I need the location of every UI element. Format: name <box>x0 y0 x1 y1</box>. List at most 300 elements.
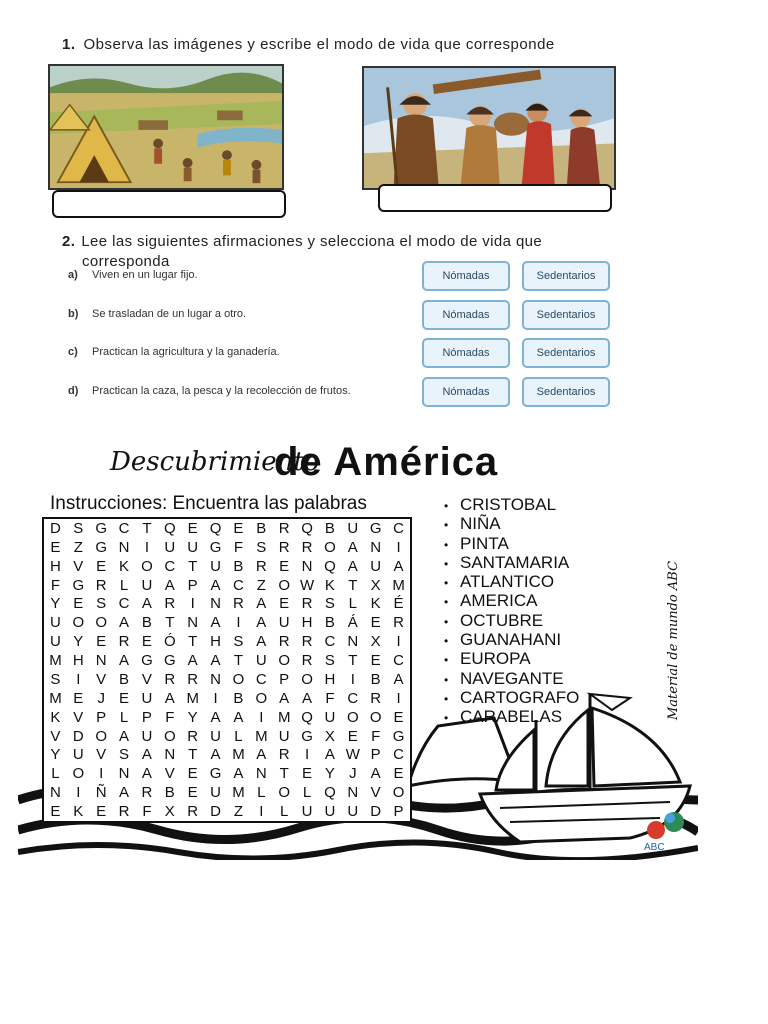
word-list-item: • CRISTOBAL <box>444 495 579 514</box>
grid-letter[interactable]: R <box>118 803 130 821</box>
grid-letter[interactable]: O <box>301 670 313 688</box>
grid-letter[interactable]: A <box>210 708 221 726</box>
grid-letter[interactable]: E <box>187 519 198 537</box>
grid-letter[interactable]: M <box>232 784 245 802</box>
grid-letter[interactable]: V <box>50 727 61 745</box>
grid-letter[interactable]: O <box>392 784 405 802</box>
grid-letter[interactable]: Z <box>73 538 83 556</box>
grid-letter[interactable]: B <box>256 519 267 537</box>
grid-letter[interactable]: F <box>233 538 244 556</box>
option-sedentarios-d[interactable]: Sedentarios <box>522 377 610 407</box>
grid-letter[interactable]: U <box>210 557 221 575</box>
grid-letter[interactable]: U <box>187 538 199 556</box>
grid-letter[interactable]: E <box>393 765 404 783</box>
grid-letter[interactable]: U <box>370 557 382 575</box>
grid-letter[interactable]: R <box>301 538 313 556</box>
grid-letter[interactable]: A <box>210 614 221 632</box>
grid-letter[interactable]: R <box>301 652 313 670</box>
grid-letter[interactable]: D <box>210 803 221 821</box>
grid-letter[interactable]: D <box>50 519 61 537</box>
grid-letter[interactable]: I <box>213 689 218 707</box>
grid-letter[interactable]: B <box>324 519 335 537</box>
grid-letter[interactable]: L <box>348 595 357 613</box>
word-list-item: • CARTOGRAFO <box>444 688 579 707</box>
grid-letter[interactable]: S <box>324 652 335 670</box>
grid-letter[interactable]: Y <box>50 595 61 613</box>
grid-letter[interactable]: N <box>255 765 267 783</box>
grid-letter[interactable]: R <box>278 633 290 651</box>
word-list-item: • EUROPA <box>444 649 579 668</box>
grid-letter[interactable]: N <box>210 670 221 688</box>
grid-letter[interactable]: E <box>347 727 358 745</box>
grid-letter[interactable]: A <box>393 670 404 688</box>
grid-letter[interactable]: O <box>232 670 245 688</box>
grid-letter[interactable]: A <box>210 652 221 670</box>
grid-letter[interactable]: T <box>188 633 198 651</box>
statement-text: Practican la agricultura y la ganadería. <box>92 346 280 358</box>
question-1-title <box>62 36 555 53</box>
grid-letter[interactable]: X <box>324 727 335 745</box>
grid-letter[interactable]: O <box>278 784 291 802</box>
grid-letter[interactable]: R <box>255 557 267 575</box>
grid-letter[interactable]: R <box>187 727 199 745</box>
question-2-number: 2. <box>62 233 76 250</box>
grid-letter[interactable]: M <box>186 689 199 707</box>
grid-letter[interactable]: A <box>347 557 358 575</box>
word-list-item: • AMERICA <box>444 591 579 610</box>
grid-letter[interactable]: Q <box>301 519 313 537</box>
grid-letter[interactable]: G <box>163 652 176 670</box>
grid-letter[interactable]: Y <box>73 633 84 651</box>
grid-letter[interactable]: A <box>141 765 152 783</box>
grid-letter[interactable]: C <box>118 595 130 613</box>
grid-letter[interactable]: E <box>50 538 61 556</box>
grid-letter[interactable]: F <box>371 727 381 745</box>
grid-letter[interactable]: C <box>393 746 404 764</box>
grid-letter[interactable]: P <box>96 708 107 726</box>
grid-letter[interactable]: B <box>119 670 130 688</box>
grid-letter[interactable]: A <box>141 746 152 764</box>
grid-letter[interactable]: V <box>73 708 84 726</box>
grid-letter[interactable]: B <box>164 784 175 802</box>
grid-letter[interactable]: E <box>187 784 198 802</box>
grid-letter[interactable]: L <box>234 727 243 745</box>
grid-letter[interactable]: O <box>163 727 176 745</box>
word-list-item: • PINTA <box>444 534 579 553</box>
grid-letter[interactable]: I <box>396 538 401 556</box>
grid-letter[interactable]: W <box>345 746 360 764</box>
grid-letter[interactable]: M <box>49 652 62 670</box>
grid-letter[interactable]: U <box>50 633 61 651</box>
grid-letter[interactable]: E <box>370 614 381 632</box>
grid-letter[interactable]: I <box>259 708 264 726</box>
grid-letter[interactable]: R <box>118 633 130 651</box>
grid-letter[interactable]: H <box>50 557 61 575</box>
grid-letter[interactable]: B <box>233 557 244 575</box>
grid-letter[interactable]: Y <box>324 765 335 783</box>
grid-letter[interactable]: Q <box>209 519 222 537</box>
grid-letter[interactable]: O <box>346 708 359 726</box>
grid-letter[interactable]: B <box>324 614 335 632</box>
grid-letter[interactable]: R <box>187 670 199 688</box>
grid-letter[interactable]: A <box>256 746 267 764</box>
grid-letter[interactable]: G <box>209 765 222 783</box>
grid-letter[interactable]: I <box>259 803 264 821</box>
grid-letter[interactable]: K <box>73 803 84 821</box>
option-nomadas-c[interactable]: Nómadas <box>422 338 510 368</box>
grid-letter[interactable]: S <box>96 595 107 613</box>
statement-b <box>68 308 408 320</box>
grid-letter[interactable]: E <box>279 595 290 613</box>
option-sedentarios-c[interactable]: Sedentarios <box>522 338 610 368</box>
statement-letter: b) <box>68 308 79 320</box>
grid-letter[interactable]: I <box>76 670 81 688</box>
grid-letter[interactable]: E <box>279 557 290 575</box>
grid-letter[interactable]: N <box>347 633 359 651</box>
statement-letter: d) <box>68 385 79 397</box>
wordsearch-title-script: Descubrimiento <box>110 447 320 477</box>
grid-letter[interactable]: U <box>141 689 153 707</box>
grid-letter[interactable]: E <box>187 765 198 783</box>
grid-letter[interactable]: U <box>278 614 290 632</box>
grid-letter[interactable]: T <box>233 652 244 670</box>
grid-letter[interactable]: B <box>233 689 244 707</box>
grid-letter[interactable]: I <box>190 595 195 613</box>
grid-letter[interactable]: I <box>396 633 401 651</box>
grid-letter[interactable]: A <box>302 689 313 707</box>
statement-text: Practican la caza, la pesca y la recolección de frutos. <box>92 385 351 397</box>
grid-letter[interactable]: D <box>72 727 84 745</box>
grid-letter[interactable]: I <box>350 670 355 688</box>
answer-box-1[interactable] <box>52 190 286 218</box>
statement-text: Se trasladan de un lugar a otro. <box>92 308 247 320</box>
grid-letter[interactable]: E <box>370 652 381 670</box>
grid-letter[interactable]: R <box>95 576 107 594</box>
grid-letter[interactable]: F <box>325 689 335 707</box>
grid-letter[interactable]: X <box>164 803 175 821</box>
grid-letter[interactable]: S <box>73 519 84 537</box>
grid-letter[interactable]: N <box>50 784 61 802</box>
grid-letter[interactable]: G <box>141 652 153 670</box>
grid-letter[interactable]: Ó <box>163 633 176 651</box>
grid-letter[interactable]: O <box>72 614 85 632</box>
grid-letter[interactable]: A <box>279 689 290 707</box>
grid-letter[interactable]: V <box>370 784 381 802</box>
question-2-text-line1: Lee las siguientes afirmaciones y selecciona el modo de vida que <box>81 233 543 250</box>
wordsearch-title-bold: de América <box>274 440 499 484</box>
grid-letter[interactable]: E <box>233 519 244 537</box>
grid-letter[interactable]: F <box>165 708 175 726</box>
grid-letter[interactable]: O <box>72 765 85 783</box>
grid-letter[interactable]: N <box>118 538 130 556</box>
grid-letter[interactable]: B <box>370 670 381 688</box>
grid-letter[interactable]: I <box>144 538 150 556</box>
grid-letter[interactable]: R <box>278 746 290 764</box>
grid-letter[interactable]: A <box>233 765 244 783</box>
grid-letter[interactable]: É <box>393 595 404 613</box>
grid-letter[interactable]: A <box>119 727 130 745</box>
grid-letter[interactable]: T <box>348 652 358 670</box>
grid-letter[interactable]: F <box>142 803 152 821</box>
grid-letter[interactable]: U <box>324 803 336 821</box>
grid-letter[interactable]: H <box>324 670 336 688</box>
grid-letter[interactable]: A <box>256 595 267 613</box>
grid-letter[interactable]: N <box>118 765 130 783</box>
grid-letter[interactable]: G <box>369 519 382 537</box>
grid-letter[interactable]: T <box>348 576 358 594</box>
grid-letter[interactable]: A <box>164 689 175 707</box>
grid-letter[interactable]: L <box>257 784 266 802</box>
grid-letter[interactable]: N <box>95 652 107 670</box>
grid-letter[interactable]: U <box>347 519 359 537</box>
grid-letter[interactable]: K <box>324 576 335 594</box>
grid-letter[interactable]: U <box>141 576 153 594</box>
grid-letter[interactable]: U <box>255 652 267 670</box>
grid-letter[interactable]: G <box>392 727 405 745</box>
grid-letter[interactable]: I <box>99 765 104 783</box>
grid-letter[interactable]: A <box>119 784 130 802</box>
grid-letter[interactable]: L <box>302 784 312 802</box>
grid-letter[interactable]: E <box>393 708 404 726</box>
grid-letter[interactable]: C <box>164 557 176 575</box>
sedentary-village-illustration <box>48 64 284 190</box>
grid-letter[interactable]: N <box>210 595 221 613</box>
word-list-item: • CARABELAS <box>444 707 579 726</box>
grid-letter[interactable]: C <box>324 633 336 651</box>
grid-letter[interactable]: T <box>165 614 175 632</box>
option-sedentarios-b[interactable]: Sedentarios <box>522 300 610 330</box>
grid-letter[interactable]: Q <box>163 519 176 537</box>
grid-letter[interactable]: A <box>141 595 152 613</box>
grid-letter[interactable]: K <box>50 708 61 726</box>
grid-letter[interactable]: E <box>141 633 152 651</box>
grid-letter[interactable]: O <box>95 727 108 745</box>
grid-letter[interactable]: L <box>51 765 60 783</box>
grid-letter[interactable]: E <box>50 803 61 821</box>
grid-letter[interactable]: V <box>73 557 84 575</box>
grid-letter[interactable]: C <box>233 576 244 594</box>
grid-letter[interactable]: O <box>95 614 108 632</box>
grid-letter[interactable]: A <box>164 576 175 594</box>
grid-letter[interactable]: S <box>233 633 244 651</box>
grid-letter[interactable]: O <box>278 652 291 670</box>
grid-letter[interactable]: A <box>324 746 335 764</box>
grid-letter[interactable]: E <box>73 689 84 707</box>
abc-logo-text: ABC <box>644 842 665 853</box>
grid-letter[interactable]: O <box>141 557 153 575</box>
grid-letter[interactable]: Y <box>187 708 198 726</box>
grid-letter[interactable]: E <box>96 803 107 821</box>
grid-letter[interactable]: R <box>233 595 244 613</box>
nomad-group-illustration <box>362 66 616 190</box>
grid-letter[interactable]: U <box>141 727 153 745</box>
grid-letter[interactable]: R <box>141 784 153 802</box>
statement-letter: c) <box>68 346 78 358</box>
grid-letter[interactable]: E <box>96 557 107 575</box>
grid-letter[interactable]: M <box>255 727 268 745</box>
grid-letter[interactable]: P <box>187 576 198 594</box>
grid-letter[interactable]: R <box>278 519 290 537</box>
grid-letter[interactable]: M <box>49 689 62 707</box>
grid-letter[interactable]: L <box>119 708 129 726</box>
grid-letter[interactable]: V <box>164 765 175 783</box>
grid-letter[interactable]: J <box>349 765 357 783</box>
grid-letter[interactable]: I <box>76 784 81 802</box>
grid-letter[interactable]: G <box>72 576 85 594</box>
grid-letter[interactable]: U <box>50 614 61 632</box>
grid-letter[interactable]: A <box>119 614 130 632</box>
word-list-item: • GUANAHANI <box>444 630 579 649</box>
grid-letter[interactable]: C <box>393 519 404 537</box>
grid-letter[interactable]: H <box>72 652 84 670</box>
grid-letter[interactable]: U <box>301 803 313 821</box>
grid-letter[interactable]: L <box>280 803 289 821</box>
grid-letter[interactable]: S <box>119 746 130 764</box>
grid-letter[interactable]: E <box>119 689 130 707</box>
grid-letter[interactable]: A <box>256 633 267 651</box>
grid-letter[interactable]: A <box>210 576 221 594</box>
grid-letter[interactable]: R <box>164 595 176 613</box>
grid-letter[interactable]: R <box>164 670 176 688</box>
grid-letter[interactable]: B <box>141 614 152 632</box>
grid-letter[interactable]: K <box>119 557 130 575</box>
grid-letter[interactable]: F <box>50 576 61 594</box>
grid-letter[interactable]: G <box>301 727 313 745</box>
word-list-item: • OCTUBRE <box>444 611 579 630</box>
grid-letter[interactable]: P <box>141 708 152 726</box>
grid-letter[interactable]: G <box>95 519 108 537</box>
grid-letter[interactable]: U <box>72 746 84 764</box>
grid-letter[interactable]: U <box>347 803 359 821</box>
grid-letter[interactable]: N <box>301 557 313 575</box>
grid-letter[interactable]: N <box>187 614 199 632</box>
word-list-item: • ATLANTICO <box>444 572 579 591</box>
grid-letter[interactable]: V <box>96 746 107 764</box>
grid-letter[interactable]: R <box>393 614 404 632</box>
grid-letter[interactable]: T <box>188 557 198 575</box>
option-sedentarios-a[interactable]: Sedentarios <box>522 261 610 291</box>
grid-letter[interactable]: E <box>96 633 107 651</box>
grid-letter[interactable]: T <box>142 519 152 537</box>
grid-letter[interactable]: I <box>236 614 241 632</box>
grid-letter[interactable]: G <box>95 538 108 556</box>
grid-letter[interactable]: G <box>209 538 222 556</box>
grid-letter[interactable]: P <box>370 746 381 764</box>
grid-letter[interactable]: W <box>299 576 315 594</box>
grid-letter[interactable]: N <box>347 784 359 802</box>
grid-letter[interactable]: L <box>119 576 129 594</box>
grid-letter[interactable]: S <box>50 670 61 688</box>
grid-letter[interactable]: O <box>255 689 268 707</box>
grid-letter[interactable]: P <box>279 670 290 688</box>
grid-letter[interactable]: Ñ <box>95 784 107 802</box>
grid-letter[interactable]: M <box>232 746 245 764</box>
grid-letter[interactable]: O <box>278 576 291 594</box>
statement-a <box>68 269 408 281</box>
grid-letter[interactable]: Q <box>301 708 313 726</box>
grid-letter[interactable]: T <box>279 765 289 783</box>
grid-letter[interactable]: O <box>369 708 382 726</box>
grid-letter[interactable]: A <box>393 557 404 575</box>
grid-letter[interactable]: N <box>370 538 382 556</box>
grid-letter[interactable]: C <box>255 670 267 688</box>
grid-letter[interactable]: A <box>256 614 267 632</box>
grid-letter[interactable]: Y <box>50 746 61 764</box>
grid-letter[interactable]: A <box>347 538 358 556</box>
grid-letter[interactable]: Á <box>347 614 358 632</box>
grid-letter[interactable]: O <box>324 538 336 556</box>
grid-letter[interactable]: U <box>324 708 336 726</box>
grid-letter[interactable]: C <box>118 519 130 537</box>
grid-letter[interactable]: V <box>96 670 107 688</box>
grid-letter[interactable]: R <box>301 633 313 651</box>
grid-letter[interactable]: M <box>277 708 291 726</box>
statement-text: Viven en un lugar fijo. <box>92 269 198 281</box>
grid-letter[interactable]: U <box>210 784 221 802</box>
grid-letter[interactable]: S <box>324 595 335 613</box>
wordsearch-grid <box>42 517 412 823</box>
grid-letter[interactable]: R <box>278 538 290 556</box>
statement-c <box>68 346 408 358</box>
grid-letter[interactable]: A <box>370 765 381 783</box>
grid-letter[interactable]: R <box>187 803 199 821</box>
grid-letter[interactable]: M <box>392 576 405 594</box>
grid-letter[interactable]: U <box>164 538 176 556</box>
grid-letter[interactable]: X <box>370 576 381 594</box>
grid-letter[interactable]: K <box>370 595 381 613</box>
grid-letter[interactable]: R <box>301 595 313 613</box>
grid-letter[interactable]: S <box>256 538 267 556</box>
grid-letter[interactable]: C <box>393 652 404 670</box>
option-nomadas-d[interactable]: Nómadas <box>422 377 510 407</box>
grid-letter[interactable]: I <box>304 746 310 764</box>
option-nomadas-a[interactable]: Nómadas <box>422 261 510 291</box>
grid-letter[interactable]: T <box>188 746 198 764</box>
statement-letter: a) <box>68 269 78 281</box>
grid-letter[interactable]: J <box>97 689 105 707</box>
grid-letter[interactable]: D <box>370 803 382 821</box>
grid-letter[interactable]: H <box>301 614 313 632</box>
grid-letter[interactable]: Q <box>324 557 336 575</box>
grid-letter[interactable]: A <box>119 652 130 670</box>
grid-letter[interactable]: N <box>164 746 176 764</box>
grid-letter[interactable]: E <box>73 595 84 613</box>
statement-d <box>68 385 408 397</box>
grid-letter[interactable]: Q <box>324 784 336 802</box>
grid-letter[interactable]: R <box>370 689 382 707</box>
question-1-number: 1. <box>62 36 76 53</box>
grid-letter[interactable]: A <box>233 708 244 726</box>
grid-letter[interactable]: I <box>396 689 401 707</box>
grid-letter[interactable]: U <box>210 727 221 745</box>
word-list-item: • NAVEGANTE <box>444 669 579 688</box>
word-list-item: • NIÑA <box>444 514 579 533</box>
grid-letter[interactable]: H <box>210 633 221 651</box>
grid-letter[interactable]: X <box>370 633 381 651</box>
grid-letter[interactable]: U <box>278 727 290 745</box>
option-nomadas-b[interactable]: Nómadas <box>422 300 510 330</box>
grid-letter[interactable]: Z <box>256 576 266 594</box>
grid-letter[interactable]: A <box>210 746 221 764</box>
grid-letter[interactable]: Z <box>233 803 244 821</box>
grid-letter[interactable]: V <box>141 670 152 688</box>
grid-letter[interactable]: P <box>393 803 404 821</box>
grid-letter[interactable]: A <box>187 652 198 670</box>
grid-letter[interactable]: C <box>347 689 359 707</box>
answer-box-2[interactable] <box>378 184 612 212</box>
credit-text: Material de mundo ABC <box>666 560 681 720</box>
grid-letter[interactable]: E <box>302 765 313 783</box>
